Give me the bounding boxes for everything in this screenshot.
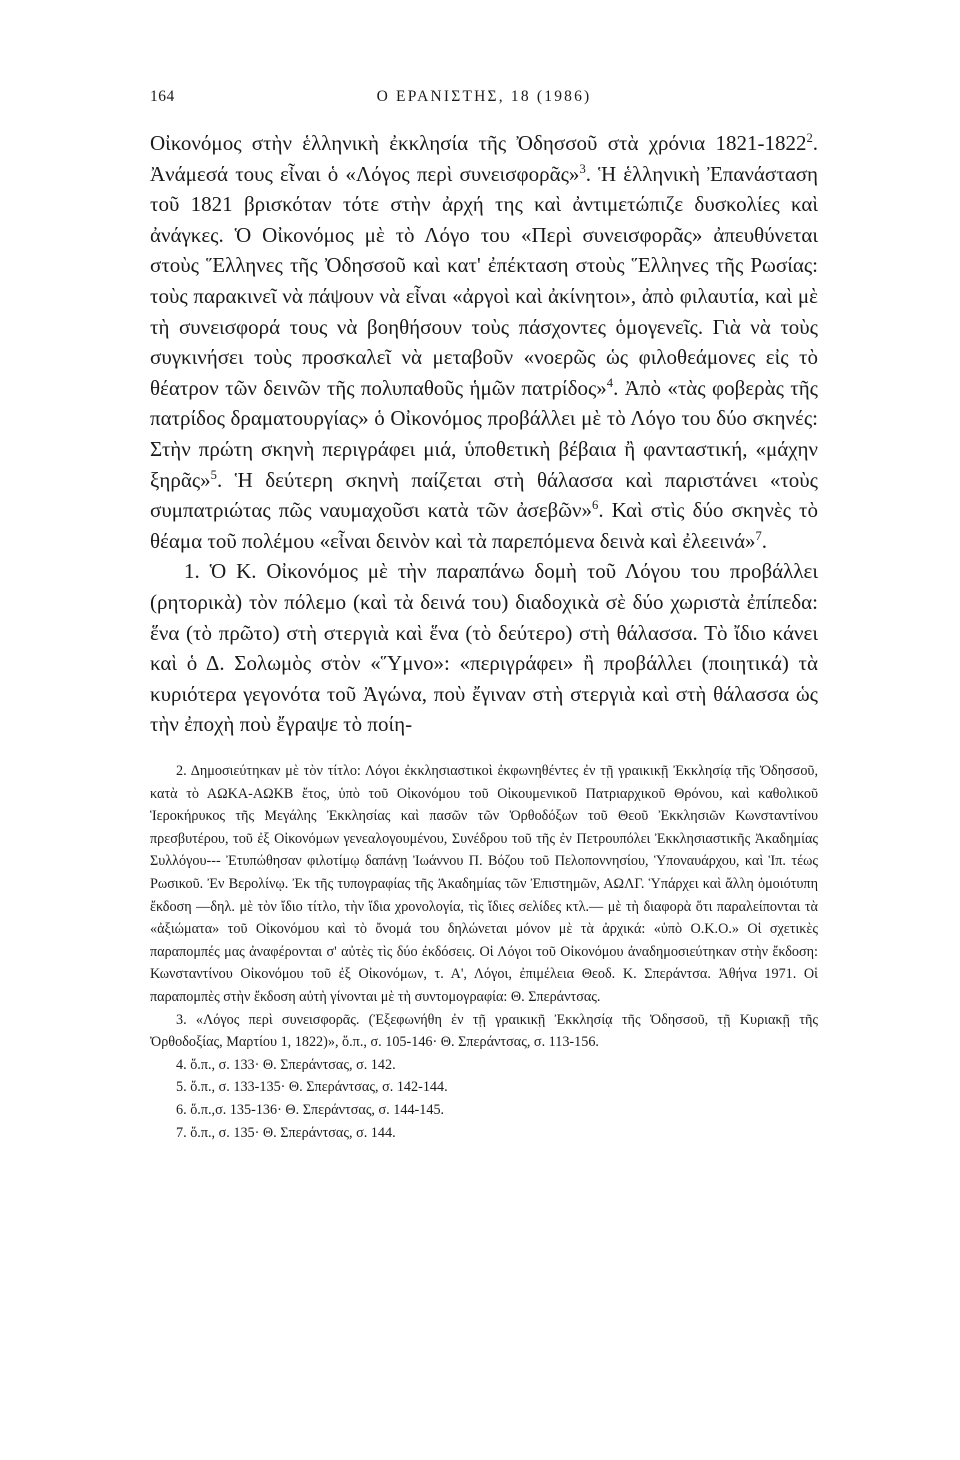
footnote-ref-6: 6: [592, 497, 599, 512]
text-span: . Ἀπὸ «τὰς φοβερὰς τῆς πατρίδος δραματουργίας» ὁ Οἰκονόμος προβάλλει μὲ τὸ Λόγο του δύο σκηνές: Στὴν πρώτη σκηνὴ περιγράφει μιά, ὑποθετικὴ βέβαια ἢ φανταστική, «μάχην ξηρᾶς»: [150, 375, 818, 492]
main-text: [150, 128, 818, 740]
text-span: Οἰκονόμος στὴν ἑλληνικὴ ἐκκλησία τῆς Ὀδησσοῦ στὰ χρόνια 1821-1822: [150, 131, 807, 155]
footnote-4: 4. ὅ.π., σ. 133· Θ. Σπεράντσας, σ. 142.: [176, 1056, 396, 1073]
text-span: . Καὶ στὶς δύο σκηνὲς τὸ θέαμα τοῦ πολέμου «εἶναι δεινὸν καὶ τὰ παρεπόμενα δεινὰ καὶ ἐλεεινά»: [150, 498, 818, 553]
footnote-ref-2: 2: [806, 130, 813, 145]
text-span: .: [761, 528, 768, 553]
footnote-3: 3. «Λόγος περὶ συνεισφορᾶς. (Ἐξεφωνήθη ἐν τῇ γραικικῇ Ἐκκλησίᾳ τῆς Ὀδησσοῦ, τῇ Κυριακῇ τῆς Ὀρθοδοξίας, Μαρτίου 1, 1822)», ὅ.π., σ. 105-146· Θ. Σπεράντσας, σ. 113-156.: [150, 1011, 818, 1051]
footnote-2: 2. Δημοσιεύτηκαν μὲ τὸν τίτλο: Λόγοι ἐκκλησιαστικοὶ ἐκφωνηθέντες ἐν τῇ γραικικῇ Ἐκκλησίᾳ τῆς Ὀδησσοῦ, κατὰ τὸ ΑΩΚΑ-ΑΩΚΒ ἔτος, ὑπὸ τοῦ Οἰκονόμου τοῦ Οἰκουμενικοῦ Πατριαρχικοῦ Θρόνου, καὶ καθολικοῦ Ἱεροκήρυκος τῆς Μεγάλης Ἐκκλησίας καὶ πασῶν τῶν Ὀρθοδόξων τοῦ Θεοῦ Ἐκκλησιῶν Κωνσταντίνου πρεσβυτέρου, τοῦ ἐξ Οἰκονόμων γενεαλογουμένου, Συνέδρου τοῦ τῆς ἐν Πετρουπόλει Ἐκκλησιαστικῆς Ἀκαδημίας Συλλόγου--- Ἐτυπώθησαν φιλοτίμῳ δαπάνῃ Ἰωάννου Π. Βόζου τοῦ Πελοποννησίου, Ὑποναυάρχου, καὶ Ἱπ. τέως Ρωσικοῦ. Ἐν Βερολίνῳ. Ἐκ τῆς τυπογραφίας τῆς Ἀκαδημίας τῶν Ἐπιστημῶν, ΑΩΛΓ. Ὑπάρχει καὶ ἄλλη ὁμοιότυπη ἔκδοση —δηλ. μὲ τὸν ἴδιο τίτλο, τὴν ἴδια χρονολογία, τὶς ἴδιες σελίδες κτλ.— μὲ τὴ διαφορὰ ὅτι παραλείπονται τὰ «ἀξιώματα» τοῦ Οἰκονόμου καὶ τὸ ὄνομά του δηλώνεται μόνον μὲ τὰ ἀρχικά: «ὑπὸ Ο.Κ.Ο.» Οἱ σχετικὲς παραπομπές μας ἀναφέρονται σ' αὐτὲς τὶς δύο ἐκδόσεις. Οἱ Λόγοι τοῦ Οἰκονόμου ἀναδημοσιεύτηκαν στὴν ἔκδοση: Κωνσταντίνου Οἰκονόμου τοῦ ἐξ Οἰκονόμων, τ. Α', Λόγοι, ἐπιμέλεια Θεοδ. Κ. Σπεράντσα. Ἀθήνα 1971. Οἱ παραπομπὲς στὴν ἔκδοση αὐτὴ γίνονται μὲ τὴ συντομογραφία: Θ. Σπεράντσας.: [150, 763, 818, 1005]
running-title: Ο ΕΡΑΝΙΣΤΗΣ, 18 (1986): [376, 88, 592, 105]
footnote-ref-5: 5: [210, 467, 217, 482]
footnotes: [150, 760, 818, 1144]
footnote-6: 6. ὅ.π.,σ. 135-136· Θ. Σπεράντσας, σ. 144-145.: [176, 1101, 445, 1118]
text-span: . Ἡ δεύτερη σκηνὴ παίζεται στὴ θάλασσα καὶ παριστάνει «τοὺς συμπατριώτας πῶς ναυμαχοῦσι κατὰ τῶν ἀσεβῶν»: [150, 467, 818, 523]
page-number: 164: [150, 88, 175, 105]
text-span: . Ἀνάμεσά τους εἶναι ὁ «Λόγος περὶ συνεισφορᾶς»: [150, 131, 818, 186]
footnote-ref-3: 3: [579, 161, 586, 176]
paragraph-2: 1. Ὁ Κ. Οἰκονόμος μὲ τὴν παραπάνω δομὴ τοῦ Λόγου του προβάλλει (ρητορικὰ) τὸν πόλεμο (καὶ τὰ δεινά του) διαδοχικὰ σὲ δύο χωριστὰ ἐπίπεδα: ἕνα (τὸ πρῶτο) στὴ στεργιὰ καὶ ἕνα (τὸ δεύτερο) στὴ θάλασσα. Τὸ ἴδιο κάνει καὶ ὁ Δ. Σολωμὸς στὸν «Ὕμνο»: «περιγράφει» ἢ προβάλλει (ποιητικά) τὰ κυριότερα γεγονότα τοῦ Ἀγώνα, ποὺ ἔγιναν στὴ στεργιὰ καὶ στὴ θάλασσα ὡς τὴν ἐποχὴ ποὺ ἔγραψε τὸ ποίη-: [150, 559, 818, 737]
text-span: . Ἡ ἑλληνικὴ Ἐπανάσταση τοῦ 1821 βρισκόταν τότε στὴν ἀρχή της καὶ ἀντιμετώπιζε δυσκολίες καὶ ἀνάγκες. Ὁ Οἰκονόμος μὲ τὸ Λόγο του «Περὶ συνεισφορᾶς» ἀπευθύνεται στοὺς Ἕλληνες τῆς Ὀδησσοῦ καὶ κατ' ἐπέκταση στοὺς Ἕλληνες τῆς Ρωσίας: τοὺς παρακινεῖ νὰ πάψουν νὰ εἶναι «ἀργοὶ καὶ ἀκίνητοι», ἀπὸ φιλαυτία, καὶ μὲ τὴ συνεισφορά τους νὰ βοηθήσουν τοὺς πάσχοντες ὁμογενεῖς. Γιὰ νὰ τοὺς συγκινήσει τοὺς προσκαλεῖ νὰ μεταβοῦν «νοερῶς ὡς φιλοθεάμονες εἰς τὸ θέατρον τῶν δεινῶν τῆς πολυπαθοῦς ἡμῶν πατρίδος»: [150, 161, 818, 400]
footnote-5: 5. ὅ.π., σ. 133-135· Θ. Σπεράντσας, σ. 142-144.: [176, 1079, 448, 1096]
paragraph-1: [150, 128, 818, 556]
footnote-ref-4: 4: [606, 375, 614, 390]
footnote-ref-7: 7: [755, 528, 762, 543]
footnote-7: 7. ὅ.π., σ. 135· Θ. Σπεράντσας, σ. 144.: [176, 1124, 396, 1141]
